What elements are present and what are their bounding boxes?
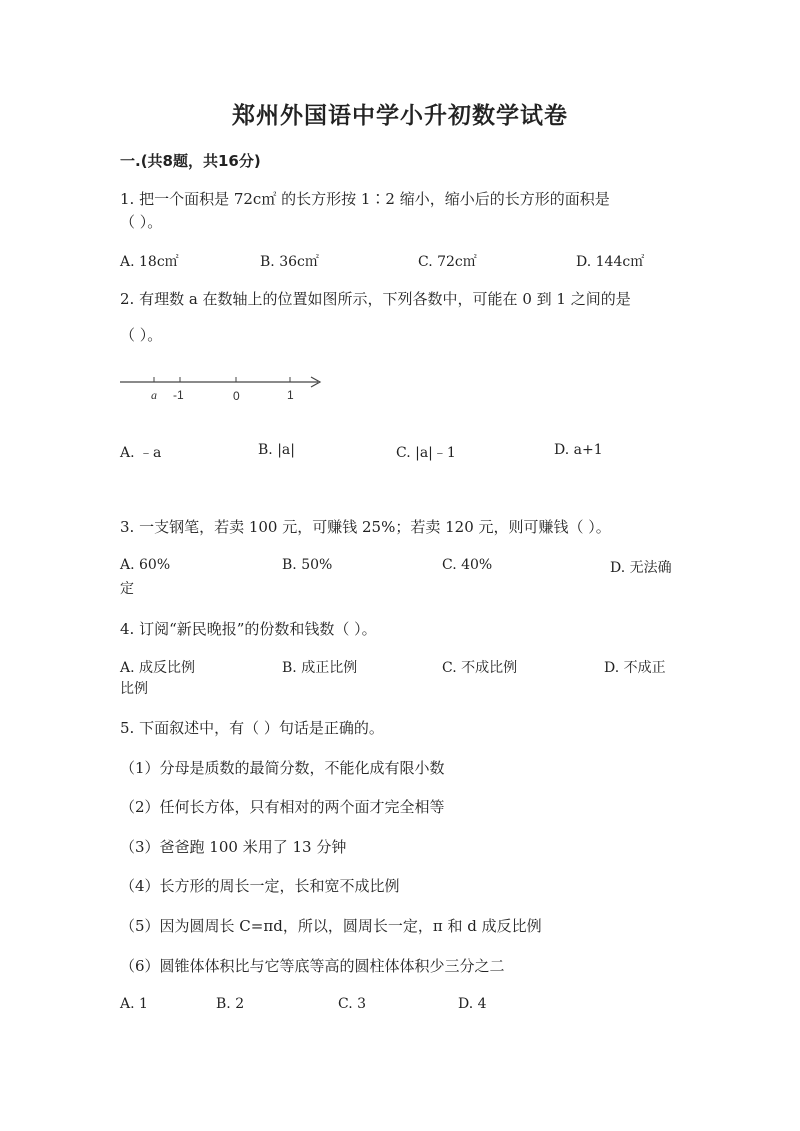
q2-text-line2: （ ）。 xyxy=(120,326,163,344)
q4-option-a: A. 成反比例 xyxy=(120,660,196,676)
page-title: 郑州外国语中学小升初数学试卷 xyxy=(232,103,568,129)
q5-statement-4: （4）长方形的周长一定，长和宽不成比例 xyxy=(120,877,400,895)
q1-option-d: D. 144c㎡ xyxy=(576,254,645,270)
q4-text-line1: 4. 订阅“新民晚报”的份数和钱数（ ）。 xyxy=(120,620,377,638)
q5-statement-6: （6）圆锥体体积比与它等底等高的圆柱体体积少三分之二 xyxy=(120,957,505,975)
q4-option-d: D. 不成正 xyxy=(604,660,666,676)
q5-option-d: D. 4 xyxy=(458,996,487,1012)
axis-label-zero: 0 xyxy=(233,389,240,403)
q5-statement-3: （3）爸爸跑 100 米用了 13 分钟 xyxy=(120,838,347,856)
q4-option-b: B. 成正比例 xyxy=(282,660,358,676)
q1-text-line2: （ ）。 xyxy=(120,213,163,231)
q1-option-a: A. 18c㎡ xyxy=(120,254,179,270)
q1-option-b: B. 36c㎡ xyxy=(260,254,319,270)
number-line-figure xyxy=(118,372,328,406)
q2-option-c: C. |a|﹣1 xyxy=(396,445,456,461)
q4-option-c: C. 不成比例 xyxy=(442,660,518,676)
q5-option-a: A. 1 xyxy=(120,996,148,1012)
q5-statement-2: （2）任何长方体，只有相对的两个面才完全相等 xyxy=(120,798,445,816)
q3-option-a: A. 60% xyxy=(120,557,171,573)
q4-option-d-wrap: 比例 xyxy=(120,681,148,697)
axis-label-minus-one: -1 xyxy=(173,388,184,402)
q5-statement-5: （5）因为圆周长 C=πd，所以，圆周长一定，π 和 d 成反比例 xyxy=(120,917,542,935)
q1-option-c: C. 72c㎡ xyxy=(418,254,477,270)
q2-text-line1: 2. 有理数 a 在数轴上的位置如图所示，下列各数中，可能在 0 到 1 之间的是 xyxy=(120,290,631,308)
q5-text-line1: 5. 下面叙述中，有（ ）句话是正确的。 xyxy=(120,719,384,737)
q3-option-d-wrap: 定 xyxy=(120,581,134,597)
q5-option-b: B. 2 xyxy=(216,996,245,1012)
section-heading: 一.(共8题，共16分) xyxy=(120,152,261,170)
q3-option-d: D. 无法确 xyxy=(610,560,672,576)
q2-option-a: A. ﹣a xyxy=(120,445,162,461)
axis-label-one: 1 xyxy=(287,388,294,402)
q5-statement-1: （1）分母是质数的最简分数，不能化成有限小数 xyxy=(120,759,445,777)
q2-option-d: D. a+1 xyxy=(554,442,603,458)
q3-option-b: B. 50% xyxy=(282,557,333,573)
q3-option-c: C. 40% xyxy=(442,557,493,573)
q1-text-line1: 1. 把一个面积是 72c㎡ 的长方形按 1∶2 缩小，缩小后的长方形的面积是 xyxy=(120,190,610,208)
axis-label-a: a xyxy=(151,388,157,402)
q5-option-c: C. 3 xyxy=(338,996,367,1012)
q3-text-line1: 3. 一支钢笔，若卖 100 元，可赚钱 25%；若卖 120 元，则可赚钱（ ）。 xyxy=(120,518,611,536)
q2-option-b: B. |a| xyxy=(258,442,295,458)
